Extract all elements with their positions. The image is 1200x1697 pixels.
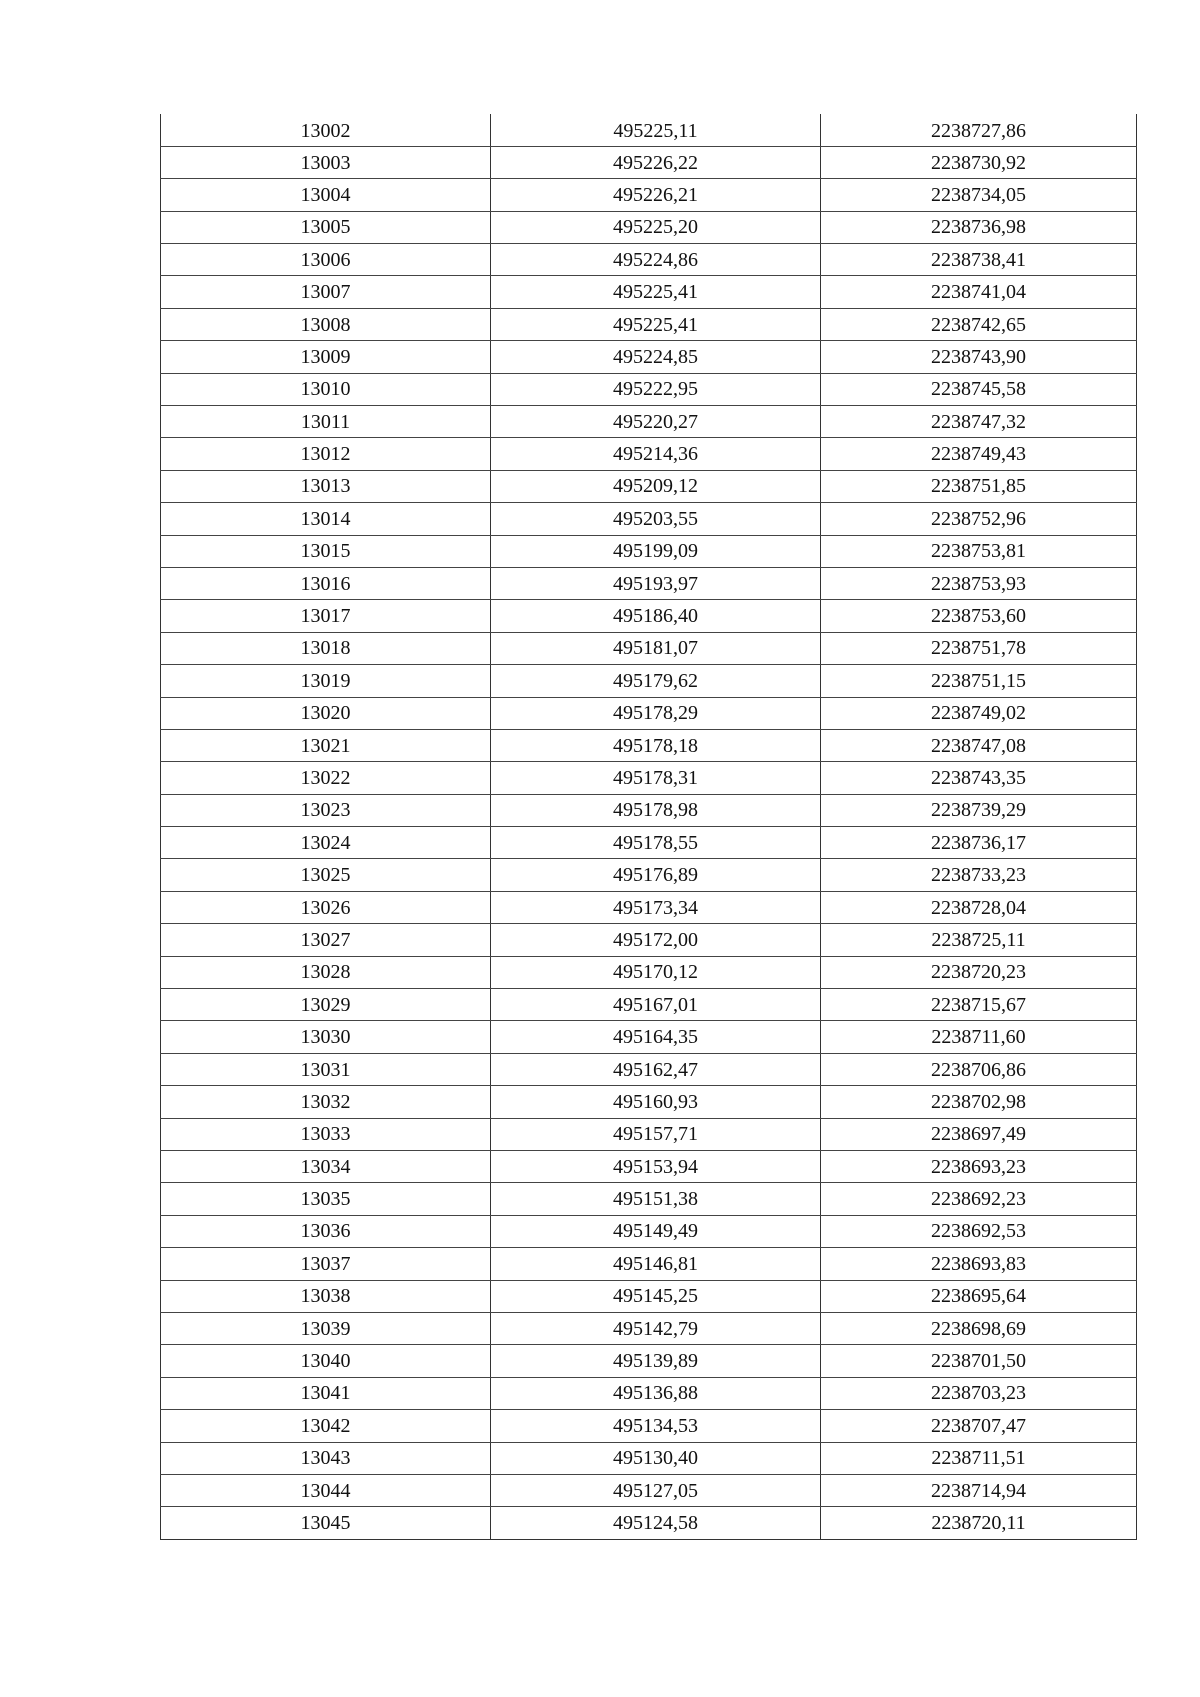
x-coordinate-cell: 495225,41: [491, 276, 821, 308]
y-coordinate-cell: 2238743,35: [821, 762, 1137, 794]
point-number-cell: 13003: [161, 146, 491, 178]
point-number-cell: 13013: [161, 470, 491, 502]
point-number-cell: 13021: [161, 729, 491, 761]
point-number-cell: 13023: [161, 794, 491, 826]
table-row: [161, 632, 1137, 664]
table-row: [161, 600, 1137, 632]
x-coordinate-cell: 495146,81: [491, 1248, 821, 1280]
y-coordinate-cell: 2238738,41: [821, 244, 1137, 276]
table-row: [161, 470, 1137, 502]
point-number-cell: 13009: [161, 341, 491, 373]
table-row: [161, 1377, 1137, 1409]
x-coordinate-cell: 495226,22: [491, 146, 821, 178]
point-number-cell: 13011: [161, 406, 491, 438]
table-row: [161, 1021, 1137, 1053]
table-row: [161, 503, 1137, 535]
point-number-cell: 13043: [161, 1442, 491, 1474]
x-coordinate-cell: 495134,53: [491, 1410, 821, 1442]
y-coordinate-cell: 2238720,11: [821, 1507, 1137, 1539]
table-row: [161, 146, 1137, 178]
table-row: [161, 438, 1137, 470]
point-number-cell: 13010: [161, 373, 491, 405]
x-coordinate-cell: 495181,07: [491, 632, 821, 664]
x-coordinate-cell: 495199,09: [491, 535, 821, 567]
y-coordinate-cell: 2238749,02: [821, 697, 1137, 729]
point-number-cell: 13020: [161, 697, 491, 729]
x-coordinate-cell: 495173,34: [491, 891, 821, 923]
y-coordinate-cell: 2238736,17: [821, 827, 1137, 859]
y-coordinate-cell: 2238711,60: [821, 1021, 1137, 1053]
x-coordinate-cell: 495136,88: [491, 1377, 821, 1409]
y-coordinate-cell: 2238743,90: [821, 341, 1137, 373]
y-coordinate-cell: 2238720,23: [821, 956, 1137, 988]
y-coordinate-cell: 2238727,86: [821, 114, 1137, 146]
y-coordinate-cell: 2238734,05: [821, 179, 1137, 211]
x-coordinate-cell: 495178,29: [491, 697, 821, 729]
x-coordinate-cell: 495157,71: [491, 1118, 821, 1150]
table-row: [161, 1183, 1137, 1215]
y-coordinate-cell: 2238751,15: [821, 665, 1137, 697]
x-coordinate-cell: 495151,38: [491, 1183, 821, 1215]
x-coordinate-cell: 495178,55: [491, 827, 821, 859]
point-number-cell: 13015: [161, 535, 491, 567]
y-coordinate-cell: 2238697,49: [821, 1118, 1137, 1150]
x-coordinate-cell: 495179,62: [491, 665, 821, 697]
x-coordinate-cell: 495176,89: [491, 859, 821, 891]
y-coordinate-cell: 2238715,67: [821, 989, 1137, 1021]
table-row: [161, 1442, 1137, 1474]
table-row: [161, 956, 1137, 988]
table-row: [161, 276, 1137, 308]
point-number-cell: 13034: [161, 1151, 491, 1183]
y-coordinate-cell: 2238693,23: [821, 1151, 1137, 1183]
x-coordinate-cell: 495224,86: [491, 244, 821, 276]
point-number-cell: 13019: [161, 665, 491, 697]
point-number-cell: 13044: [161, 1474, 491, 1506]
point-number-cell: 13004: [161, 179, 491, 211]
x-coordinate-cell: 495124,58: [491, 1507, 821, 1539]
point-number-cell: 13036: [161, 1215, 491, 1247]
table-row: [161, 1474, 1137, 1506]
x-coordinate-cell: 495214,36: [491, 438, 821, 470]
y-coordinate-cell: 2238725,11: [821, 924, 1137, 956]
table-row: [161, 341, 1137, 373]
x-coordinate-cell: 495160,93: [491, 1086, 821, 1118]
x-coordinate-cell: 495209,12: [491, 470, 821, 502]
x-coordinate-cell: 495153,94: [491, 1151, 821, 1183]
table-row: [161, 244, 1137, 276]
table-row: [161, 697, 1137, 729]
x-coordinate-cell: 495178,98: [491, 794, 821, 826]
table-row: [161, 1345, 1137, 1377]
x-coordinate-cell: 495127,05: [491, 1474, 821, 1506]
table-row: [161, 179, 1137, 211]
y-coordinate-cell: 2238753,81: [821, 535, 1137, 567]
y-coordinate-cell: 2238747,32: [821, 406, 1137, 438]
point-number-cell: 13039: [161, 1312, 491, 1344]
table-row: [161, 308, 1137, 340]
y-coordinate-cell: 2238701,50: [821, 1345, 1137, 1377]
x-coordinate-cell: 495145,25: [491, 1280, 821, 1312]
point-number-cell: 13005: [161, 211, 491, 243]
x-coordinate-cell: 495164,35: [491, 1021, 821, 1053]
table-row: [161, 211, 1137, 243]
table-row: [161, 567, 1137, 599]
table-row: [161, 762, 1137, 794]
y-coordinate-cell: 2238733,23: [821, 859, 1137, 891]
table-row: [161, 1248, 1137, 1280]
x-coordinate-cell: 495142,79: [491, 1312, 821, 1344]
y-coordinate-cell: 2238752,96: [821, 503, 1137, 535]
table-row: [161, 114, 1137, 146]
point-number-cell: 13006: [161, 244, 491, 276]
point-number-cell: 13045: [161, 1507, 491, 1539]
table-row: [161, 535, 1137, 567]
table-row: [161, 373, 1137, 405]
x-coordinate-cell: 495149,49: [491, 1215, 821, 1247]
y-coordinate-cell: 2238714,94: [821, 1474, 1137, 1506]
point-number-cell: 13042: [161, 1410, 491, 1442]
y-coordinate-cell: 2238736,98: [821, 211, 1137, 243]
y-coordinate-cell: 2238753,60: [821, 600, 1137, 632]
x-coordinate-cell: 495226,21: [491, 179, 821, 211]
point-number-cell: 13014: [161, 503, 491, 535]
coordinates-table: [160, 114, 1137, 1540]
point-number-cell: 13033: [161, 1118, 491, 1150]
x-coordinate-cell: 495178,18: [491, 729, 821, 761]
y-coordinate-cell: 2238728,04: [821, 891, 1137, 923]
y-coordinate-cell: 2238693,83: [821, 1248, 1137, 1280]
point-number-cell: 13038: [161, 1280, 491, 1312]
y-coordinate-cell: 2238706,86: [821, 1053, 1137, 1085]
table-row: [161, 1053, 1137, 1085]
x-coordinate-cell: 495225,11: [491, 114, 821, 146]
point-number-cell: 13002: [161, 114, 491, 146]
point-number-cell: 13035: [161, 1183, 491, 1215]
point-number-cell: 13016: [161, 567, 491, 599]
table-row: [161, 827, 1137, 859]
table-row: [161, 1151, 1137, 1183]
table-row: [161, 665, 1137, 697]
y-coordinate-cell: 2238751,78: [821, 632, 1137, 664]
table-row: [161, 1312, 1137, 1344]
y-coordinate-cell: 2238730,92: [821, 146, 1137, 178]
y-coordinate-cell: 2238747,08: [821, 729, 1137, 761]
x-coordinate-cell: 495203,55: [491, 503, 821, 535]
point-number-cell: 13007: [161, 276, 491, 308]
table-row: [161, 1410, 1137, 1442]
x-coordinate-cell: 495225,20: [491, 211, 821, 243]
table-row: [161, 794, 1137, 826]
point-number-cell: 13031: [161, 1053, 491, 1085]
x-coordinate-cell: 495178,31: [491, 762, 821, 794]
table-row: [161, 924, 1137, 956]
x-coordinate-cell: 495220,27: [491, 406, 821, 438]
y-coordinate-cell: 2238695,64: [821, 1280, 1137, 1312]
table-row: [161, 891, 1137, 923]
point-number-cell: 13008: [161, 308, 491, 340]
point-number-cell: 13029: [161, 989, 491, 1021]
x-coordinate-cell: 495170,12: [491, 956, 821, 988]
x-coordinate-cell: 495225,41: [491, 308, 821, 340]
point-number-cell: 13028: [161, 956, 491, 988]
y-coordinate-cell: 2238753,93: [821, 567, 1137, 599]
point-number-cell: 13040: [161, 1345, 491, 1377]
y-coordinate-cell: 2238742,65: [821, 308, 1137, 340]
table-row: [161, 859, 1137, 891]
table-row: [161, 989, 1137, 1021]
table-row: [161, 1118, 1137, 1150]
x-coordinate-cell: 495224,85: [491, 341, 821, 373]
y-coordinate-cell: 2238749,43: [821, 438, 1137, 470]
y-coordinate-cell: 2238751,85: [821, 470, 1137, 502]
y-coordinate-cell: 2238707,47: [821, 1410, 1137, 1442]
y-coordinate-cell: 2238698,69: [821, 1312, 1137, 1344]
point-number-cell: 13012: [161, 438, 491, 470]
x-coordinate-cell: 495162,47: [491, 1053, 821, 1085]
table-row: [161, 1215, 1137, 1247]
point-number-cell: 13041: [161, 1377, 491, 1409]
y-coordinate-cell: 2238745,58: [821, 373, 1137, 405]
table-row: [161, 1507, 1137, 1539]
y-coordinate-cell: 2238702,98: [821, 1086, 1137, 1118]
table-row: [161, 1280, 1137, 1312]
table-row: [161, 729, 1137, 761]
point-number-cell: 13018: [161, 632, 491, 664]
x-coordinate-cell: 495130,40: [491, 1442, 821, 1474]
point-number-cell: 13030: [161, 1021, 491, 1053]
point-number-cell: 13024: [161, 827, 491, 859]
y-coordinate-cell: 2238711,51: [821, 1442, 1137, 1474]
point-number-cell: 13022: [161, 762, 491, 794]
point-number-cell: 13027: [161, 924, 491, 956]
x-coordinate-cell: 495186,40: [491, 600, 821, 632]
x-coordinate-cell: 495139,89: [491, 1345, 821, 1377]
x-coordinate-cell: 495193,97: [491, 567, 821, 599]
point-number-cell: 13037: [161, 1248, 491, 1280]
coordinates-table-body: [161, 114, 1137, 1539]
y-coordinate-cell: 2238741,04: [821, 276, 1137, 308]
x-coordinate-cell: 495167,01: [491, 989, 821, 1021]
x-coordinate-cell: 495222,95: [491, 373, 821, 405]
table-row: [161, 406, 1137, 438]
y-coordinate-cell: 2238692,53: [821, 1215, 1137, 1247]
y-coordinate-cell: 2238692,23: [821, 1183, 1137, 1215]
y-coordinate-cell: 2238703,23: [821, 1377, 1137, 1409]
point-number-cell: 13026: [161, 891, 491, 923]
point-number-cell: 13032: [161, 1086, 491, 1118]
point-number-cell: 13017: [161, 600, 491, 632]
y-coordinate-cell: 2238739,29: [821, 794, 1137, 826]
x-coordinate-cell: 495172,00: [491, 924, 821, 956]
table-row: [161, 1086, 1137, 1118]
point-number-cell: 13025: [161, 859, 491, 891]
